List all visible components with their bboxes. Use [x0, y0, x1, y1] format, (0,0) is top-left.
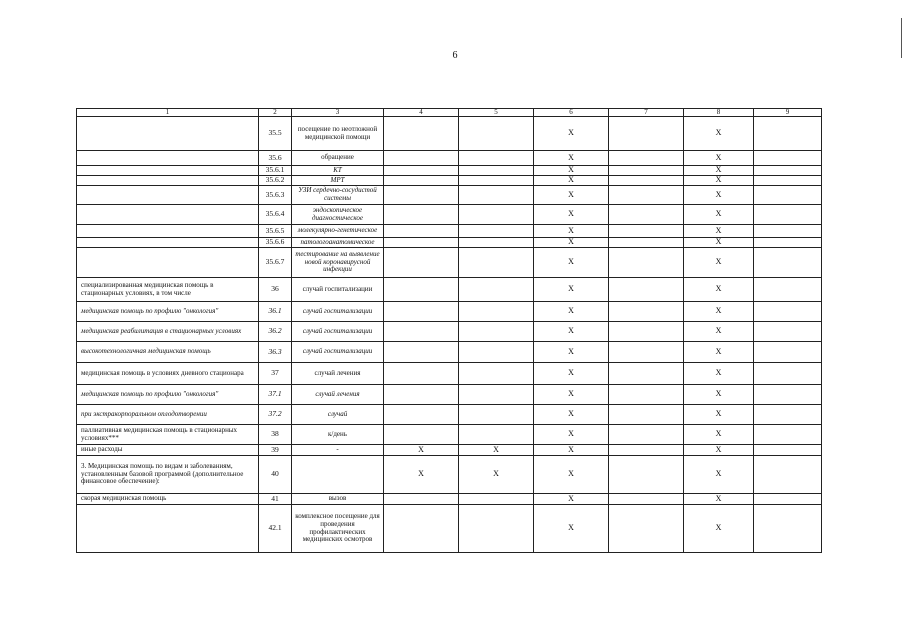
- table-cell-c4: [459, 494, 534, 505]
- table-cell-c5: X: [534, 505, 609, 553]
- unit-of-measure: тестирование на выявление новой коронавирусной инфекции: [292, 248, 384, 278]
- table-cell-c3: [384, 205, 459, 225]
- row-description: [77, 205, 259, 225]
- table-row: [77, 166, 822, 176]
- table-cell-c8: [754, 456, 822, 494]
- table-cell-c3: [384, 505, 459, 553]
- table-cell-c5: X: [534, 117, 609, 151]
- column-header: 1: [77, 109, 259, 117]
- table-cell-c3: [384, 385, 459, 405]
- table-cell-c4: [459, 505, 534, 553]
- table-cell-c7: X: [684, 342, 754, 363]
- table-row: [77, 505, 822, 553]
- table-cell-c8: [754, 385, 822, 405]
- table-cell-c6: [609, 117, 684, 151]
- unit-of-measure: к/день: [292, 425, 384, 445]
- row-number: 41: [259, 494, 292, 505]
- table-row: [77, 322, 822, 342]
- row-number: 35.6.4: [259, 205, 292, 225]
- table-cell-c6: [609, 205, 684, 225]
- table-cell-c6: [609, 342, 684, 363]
- table-cell-c3: [384, 302, 459, 322]
- column-header: 9: [754, 109, 822, 117]
- table-cell-c3: [384, 494, 459, 505]
- row-number: 37.1: [259, 385, 292, 405]
- table-cell-c8: [754, 302, 822, 322]
- table-cell-c5: X: [534, 322, 609, 342]
- column-header: 8: [684, 109, 754, 117]
- table-cell-c6: [609, 225, 684, 238]
- table-cell-c8: [754, 342, 822, 363]
- column-header: 5: [459, 109, 534, 117]
- table-cell-c4: [459, 322, 534, 342]
- table-row: [77, 405, 822, 425]
- table-cell-c7: X: [684, 494, 754, 505]
- form-table: [76, 108, 822, 553]
- table-cell-c4: [459, 238, 534, 248]
- table-cell-c3: [384, 166, 459, 176]
- table-cell-c3: [384, 176, 459, 186]
- column-header: 6: [534, 109, 609, 117]
- table-cell-c4: [459, 385, 534, 405]
- table-cell-c6: [609, 385, 684, 405]
- table-cell-c4: [459, 166, 534, 176]
- column-header: 7: [609, 109, 684, 117]
- table-row: [77, 456, 822, 494]
- table-cell-c4: [459, 302, 534, 322]
- row-number: 35.6.2: [259, 176, 292, 186]
- table-cell-c7: X: [684, 456, 754, 494]
- row-description: [77, 151, 259, 166]
- table-cell-c5: X: [534, 248, 609, 278]
- table-cell-c4: [459, 176, 534, 186]
- table-cell-c6: [609, 166, 684, 176]
- table-row: [77, 445, 822, 456]
- table-cell-c6: [609, 248, 684, 278]
- table-cell-c5: X: [534, 205, 609, 225]
- table-cell-c7: X: [684, 385, 754, 405]
- table-cell-c7: X: [684, 248, 754, 278]
- table-cell-c5: X: [534, 186, 609, 205]
- unit-of-measure: случай госпитализации: [292, 278, 384, 302]
- unit-of-measure: молекулярно-генетическое: [292, 225, 384, 238]
- table-cell-c6: [609, 405, 684, 425]
- table-cell-c7: X: [684, 176, 754, 186]
- table-cell-c3: [384, 186, 459, 205]
- row-description: медицинская помощь по профилю "онкология": [77, 385, 259, 405]
- table-cell-c3: [384, 363, 459, 385]
- table-cell-c3: X: [384, 456, 459, 494]
- table-cell-c8: [754, 445, 822, 456]
- row-number: 36.2: [259, 322, 292, 342]
- table-cell-c4: [459, 342, 534, 363]
- table-cell-c4: [459, 151, 534, 166]
- row-number: 35.6.1: [259, 166, 292, 176]
- row-description: [77, 225, 259, 238]
- table-cell-c8: [754, 238, 822, 248]
- table-cell-c6: [609, 445, 684, 456]
- table-cell-c6: [609, 238, 684, 248]
- table-cell-c6: [609, 278, 684, 302]
- table-cell-c8: [754, 248, 822, 278]
- table-cell-c6: [609, 505, 684, 553]
- unit-of-measure: УЗИ сердечно-сосудистой системы: [292, 186, 384, 205]
- table-row: [77, 425, 822, 445]
- table-cell-c7: X: [684, 363, 754, 385]
- table-cell-c8: [754, 166, 822, 176]
- table-cell-c5: X: [534, 405, 609, 425]
- table-row: [77, 176, 822, 186]
- unit-of-measure: посещение по неотложной медицинской помощи: [292, 117, 384, 151]
- table-cell-c3: [384, 238, 459, 248]
- table-cell-c5: X: [534, 385, 609, 405]
- table-cell-c8: [754, 151, 822, 166]
- table-cell-c7: X: [684, 278, 754, 302]
- table-row: [77, 117, 822, 151]
- table-cell-c4: [459, 425, 534, 445]
- table-cell-c8: [754, 117, 822, 151]
- row-number: 40: [259, 456, 292, 494]
- table-cell-c8: [754, 322, 822, 342]
- table-cell-c4: [459, 205, 534, 225]
- table-row: [77, 302, 822, 322]
- row-description: [77, 117, 259, 151]
- table-row: [77, 494, 822, 505]
- table-cell-c5: X: [534, 425, 609, 445]
- table-cell-c5: X: [534, 151, 609, 166]
- table-cell-c6: [609, 186, 684, 205]
- table-cell-c3: [384, 225, 459, 238]
- column-number-row: [77, 109, 822, 117]
- row-number: 42.1: [259, 505, 292, 553]
- row-number: 36.3: [259, 342, 292, 363]
- row-description: паллиативная медицинская помощь в стационарных условиях***: [77, 425, 259, 445]
- unit-of-measure: КТ: [292, 166, 384, 176]
- table-cell-c8: [754, 405, 822, 425]
- table-row: [77, 363, 822, 385]
- row-description: [77, 166, 259, 176]
- table-cell-c6: [609, 302, 684, 322]
- table-cell-c8: [754, 176, 822, 186]
- table-row: [77, 238, 822, 248]
- table-cell-c5: X: [534, 342, 609, 363]
- table-cell-c5: X: [534, 494, 609, 505]
- table-cell-c3: [384, 278, 459, 302]
- table-cell-c5: X: [534, 225, 609, 238]
- table-cell-c4: [459, 225, 534, 238]
- row-number: 35.5: [259, 117, 292, 151]
- table-cell-c8: [754, 363, 822, 385]
- row-description: иные расходы: [77, 445, 259, 456]
- table-cell-c4: X: [459, 456, 534, 494]
- row-number: 37: [259, 363, 292, 385]
- unit-of-measure: случай госпитализации: [292, 322, 384, 342]
- row-description: при экстракорпоральном оплодотворении: [77, 405, 259, 425]
- row-description: медицинская помощь в условиях дневного стационара: [77, 363, 259, 385]
- row-number: 39: [259, 445, 292, 456]
- row-number: 35.6.6: [259, 238, 292, 248]
- table-cell-c4: X: [459, 445, 534, 456]
- table-cell-c4: [459, 363, 534, 385]
- table-row: [77, 385, 822, 405]
- row-number: 35.6.5: [259, 225, 292, 238]
- table-cell-c5: X: [534, 456, 609, 494]
- row-description: медицинская помощь по профилю "онкология": [77, 302, 259, 322]
- row-description: [77, 176, 259, 186]
- unit-of-measure: случай госпитализации: [292, 302, 384, 322]
- table-cell-c6: [609, 151, 684, 166]
- table-cell-c4: [459, 405, 534, 425]
- table-cell-c7: X: [684, 151, 754, 166]
- column-header: 2: [259, 109, 292, 117]
- table-cell-c4: [459, 186, 534, 205]
- row-description: скорая медицинская помощь: [77, 494, 259, 505]
- page-number: 6: [452, 50, 458, 61]
- table-cell-c4: [459, 278, 534, 302]
- row-number: 35.6: [259, 151, 292, 166]
- table-row: [77, 278, 822, 302]
- row-number: 37.2: [259, 405, 292, 425]
- table-row: [77, 225, 822, 238]
- table-cell-c5: X: [534, 238, 609, 248]
- table-row: [77, 151, 822, 166]
- edge-mark: [901, 18, 902, 58]
- table-cell-c8: [754, 278, 822, 302]
- table-row: [77, 248, 822, 278]
- unit-of-measure: патологоанатомическое: [292, 238, 384, 248]
- table-cell-c6: [609, 456, 684, 494]
- table-cell-c5: X: [534, 166, 609, 176]
- table-cell-c4: [459, 117, 534, 151]
- unit-of-measure: -: [292, 445, 384, 456]
- row-number: 35.6.7: [259, 248, 292, 278]
- table-cell-c7: X: [684, 205, 754, 225]
- table-cell-c7: X: [684, 322, 754, 342]
- table-cell-c8: [754, 494, 822, 505]
- table-cell-c6: [609, 494, 684, 505]
- table-cell-c7: X: [684, 166, 754, 176]
- table-cell-c3: [384, 248, 459, 278]
- table-cell-c3: [384, 342, 459, 363]
- table-cell-c7: X: [684, 505, 754, 553]
- table-cell-c7: X: [684, 186, 754, 205]
- unit-of-measure: случай: [292, 405, 384, 425]
- row-description: [77, 248, 259, 278]
- table-cell-c3: [384, 151, 459, 166]
- unit-of-measure: случай госпитализации: [292, 342, 384, 363]
- table-cell-c7: X: [684, 445, 754, 456]
- table-cell-c6: [609, 322, 684, 342]
- unit-of-measure: комплексное посещение для проведения профилактических медицинских осмотров: [292, 505, 384, 553]
- table-cell-c7: X: [684, 117, 754, 151]
- table-cell-c7: X: [684, 405, 754, 425]
- row-number: 35.6.3: [259, 186, 292, 205]
- table-cell-c5: X: [534, 176, 609, 186]
- row-number: 36: [259, 278, 292, 302]
- table-cell-c8: [754, 425, 822, 445]
- table-cell-c7: X: [684, 225, 754, 238]
- table-cell-c7: X: [684, 302, 754, 322]
- unit-of-measure: [292, 456, 384, 494]
- table-cell-c3: [384, 322, 459, 342]
- row-description: высокотехнологичная медицинская помощь: [77, 342, 259, 363]
- table-cell-c7: X: [684, 425, 754, 445]
- unit-of-measure: случай лечения: [292, 363, 384, 385]
- table-cell-c7: X: [684, 238, 754, 248]
- table-row: [77, 205, 822, 225]
- table-cell-c5: X: [534, 363, 609, 385]
- table-cell-c4: [459, 248, 534, 278]
- table-cell-c3: X: [384, 445, 459, 456]
- row-description: специализированная медицинская помощь в стационарных условиях, в том числе: [77, 278, 259, 302]
- table-cell-c8: [754, 186, 822, 205]
- row-description: [77, 186, 259, 205]
- table-cell-c6: [609, 176, 684, 186]
- table-cell-c3: [384, 117, 459, 151]
- unit-of-measure: обращение: [292, 151, 384, 166]
- table-cell-c3: [384, 425, 459, 445]
- column-header: 3: [292, 109, 384, 117]
- unit-of-measure: МРТ: [292, 176, 384, 186]
- row-description: [77, 238, 259, 248]
- row-description: медицинская реабилитация в стационарных условиях: [77, 322, 259, 342]
- table-cell-c5: X: [534, 302, 609, 322]
- table-cell-c5: X: [534, 278, 609, 302]
- table-row: [77, 186, 822, 205]
- unit-of-measure: эндоскопическое диагностическое: [292, 205, 384, 225]
- table-row: [77, 342, 822, 363]
- unit-of-measure: случай лечения: [292, 385, 384, 405]
- row-description: [77, 505, 259, 553]
- column-header: 4: [384, 109, 459, 117]
- unit-of-measure: вызов: [292, 494, 384, 505]
- table-cell-c8: [754, 225, 822, 238]
- row-number: 36.1: [259, 302, 292, 322]
- table-cell-c6: [609, 363, 684, 385]
- table-cell-c6: [609, 425, 684, 445]
- table-cell-c3: [384, 405, 459, 425]
- table-cell-c8: [754, 205, 822, 225]
- table-cell-c5: X: [534, 445, 609, 456]
- row-description: 3. Медицинская помощь по видам и заболеваниям, установленным базовой программой (дополнительное финансовое обеспечение):: [77, 456, 259, 494]
- row-number: 38: [259, 425, 292, 445]
- table-cell-c8: [754, 505, 822, 553]
